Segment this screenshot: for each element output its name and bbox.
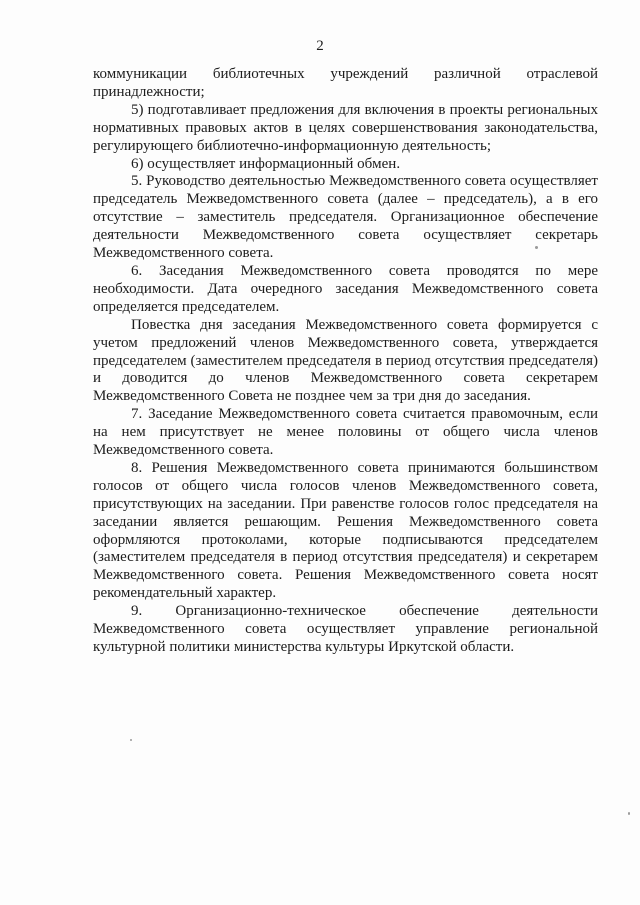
paragraph-item-6: 6) осуществляет информационный обмен. — [131, 155, 401, 172]
paragraph-agenda: Повестка дня заседания Межведомственного совета формируется с учетом предложений членов Межведомственного совета, утверждается председателем (заместителем председателя в период отсутствия председателя) и доводится до членов Межведомственного совета секретарем Межведомственного Совета не позднее чем за три дня до заседания. — [93, 316, 598, 405]
scan-speck — [535, 246, 538, 249]
paragraph-clause-5: 5. Руководство деятельностью Межведомственного совета осуществляет председатель Межведомственного совета (далее – председатель), а в его отсутствие – заместитель председателя. Организационное обеспечение деятельности Межведомственного совета осуществляет секретарь Межведомственного совета. — [93, 173, 598, 262]
page-number: 2 — [316, 38, 324, 54]
paragraph-clause-7: 7. Заседание Межведомственного совета считается правомочным, если на нем присутствует не менее половины от общего числа членов Межведомственного совета. — [93, 406, 598, 459]
paragraph-list-continuation: коммуникации библиотечных учреждений различной отраслевой принадлежности; — [93, 66, 598, 100]
scan-speck — [628, 812, 630, 815]
paragraph-clause-6: 6. Заседания Межведомственного совета проводятся по мере необходимости. Дата очередного заседания Межведомственного совета определяется председателем. — [93, 262, 598, 315]
paragraph-clause-9: 9. Организационно-техническое обеспечение деятельности Межведомственного совета осуществляет управление региональной культурной политики министерства культуры Иркутской области. — [93, 603, 598, 655]
paragraph-item-5: 5) подготавливает предложения для включения в проекты региональных нормативных правовых актов в целях совершенствования законодательства, регулирующего библиотечно-информационную деятельность; — [93, 101, 598, 154]
document-body — [93, 66, 598, 657]
paragraph-clause-8: 8. Решения Межведомственного совета принимаются большинством голосов от общего числа голосов членов Межведомственного совета, присутствующих на заседании. При равенстве голосов голос председателя на заседании является решающим. Решения Межведомственного совета оформляются протоколами, которые подписываются председателем (заместителем председателя в период отсутствия председателя) и секретарем Межведомственного совета. Решения Межведомственного совета носят рекомендательный характер. — [93, 459, 598, 602]
scan-speck — [130, 739, 132, 741]
